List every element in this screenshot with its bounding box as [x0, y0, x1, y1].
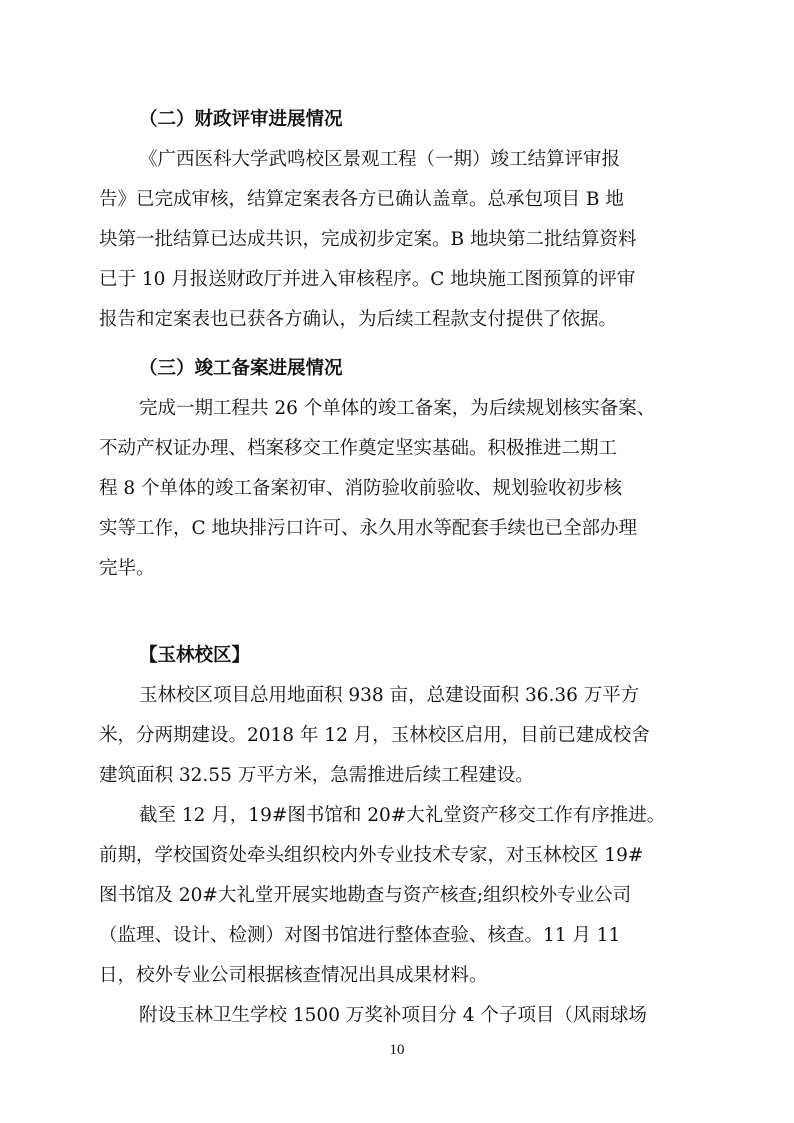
paragraph-line: 完成一期工程共 26 个单体的竣工备案，为后续规划核实备案、: [139, 398, 656, 419]
paragraph-line: 玉林校区项目总用地面积 938 亩，总建设面积 36.36 万平方: [139, 685, 640, 706]
paragraph-line: （监理、设计、检测）对图书馆进行整体查验、核查。11 月 11: [99, 925, 621, 946]
paragraph-line: 米，分两期建设。2018 年 12 月，玉林校区启用，目前已建成校舍: [99, 725, 650, 746]
section-heading-yulin-campus: 【玉林校区】: [139, 645, 251, 666]
paragraph-line: 截至 12 月，19#图书馆和 20#大礼堂资产移交工作有序推进。: [139, 805, 666, 826]
paragraph-line: 已于 10 月报送财政厅并进入审核程序。C 地块施工图预算的评审: [99, 269, 636, 290]
paragraph-line: 告》已完成审核，结算定案表各方已确认盖章。总承包项目 B 地: [99, 189, 624, 210]
paragraph-line: 日，校外专业公司根据核查情况出具成果材料。: [99, 965, 488, 986]
paragraph-line: 建筑面积 32.55 万平方米，急需推进后续工程建设。: [99, 765, 534, 786]
paragraph-line: 块第一批结算已达成共识，完成初步定案。B 地块第二批结算资料: [99, 229, 637, 250]
section-heading-finance-review: （二）财政评审进展情况: [139, 109, 343, 130]
paragraph-line: 实等工作，C 地块排污口许可、永久用水等配套手续也已全部办理: [99, 518, 638, 539]
paragraph-line: 不动产权证办理、档案移交工作奠定坚实基础。积极推进二期工: [99, 438, 618, 459]
paragraph-line: 图书馆及 20#大礼堂开展实地勘查与资产核查;组织校外专业公司: [99, 885, 632, 906]
paragraph-line: 程 8 个单体的竣工备案初审、消防验收前验收、规划验收初步核: [99, 478, 623, 499]
section-heading-completion-filing: （三）竣工备案进展情况: [139, 358, 343, 379]
page-number: 10: [389, 1042, 405, 1058]
paragraph-line: 报告和定案表也已获各方确认，为后续工程款支付提供了依据。: [99, 309, 618, 330]
paragraph-line: 《广西医科大学武鸣校区景观工程（一期）竣工结算评审报: [139, 149, 621, 170]
paragraph-line: 附设玉林卫生学校 1500 万奖补项目分 4 个子项目（风雨球场: [139, 1005, 647, 1026]
paragraph-line: 完毕。: [99, 558, 155, 579]
paragraph-line: 前期，学校国资处牵头组织校内外专业技术专家，对玉林校区 19#: [99, 845, 644, 866]
